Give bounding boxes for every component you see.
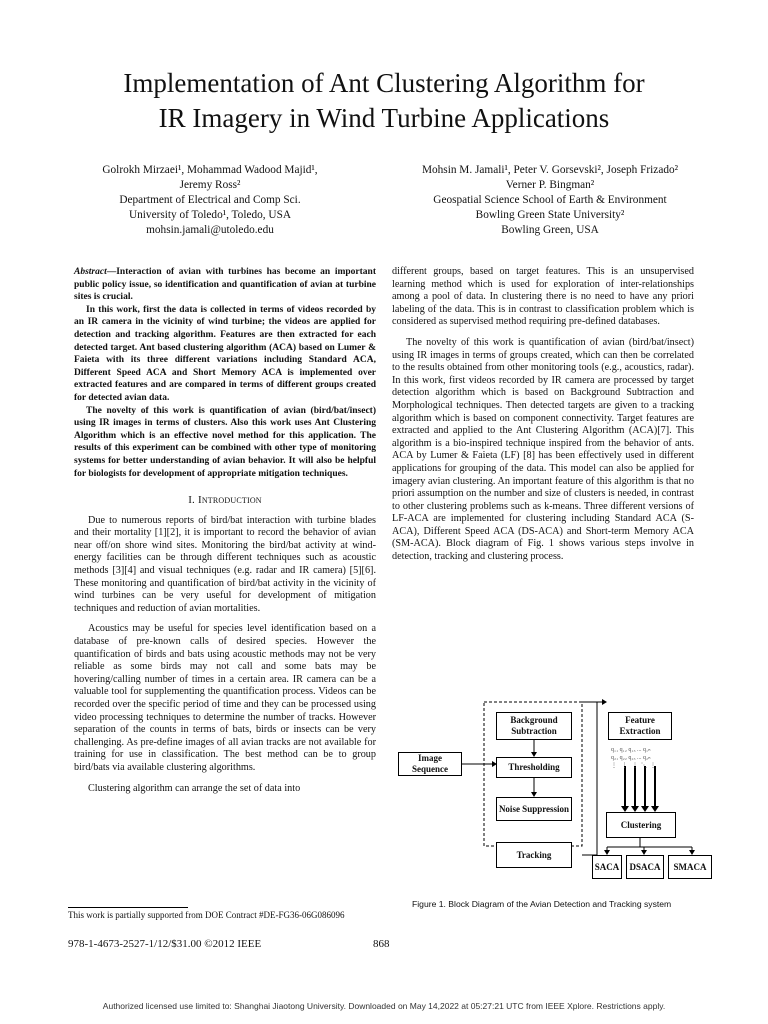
left-column <box>74 266 376 803</box>
abstract-p3: The novelty of this work is quantification of avian (bird/bat/insect) using IR images in terms of clusters. Also this work uses Ant Clustering Algorithm which is an effective novel method for this application. The results of this experiment can be combined with other type of monitoring systems for better understanding of avian behavior. It will also be helpful for biologists for development of appropriate mitigation techniques. <box>74 405 376 479</box>
university-left: University of Toledo¹, Toledo, USA <box>128 209 292 221</box>
department-left: Department of Electrical and Comp Sci. <box>119 194 301 206</box>
email-left: mohsin.jamali@utoledo.edu <box>146 224 274 236</box>
box-smaca: SMACA <box>668 855 712 879</box>
box-clustering: Clustering <box>606 812 676 838</box>
box-image-sequence: Image Sequence <box>398 752 462 776</box>
footnote-divider <box>68 907 188 908</box>
abstract <box>74 266 376 480</box>
author-names-right-2: Verner P. Bingman² <box>505 179 595 191</box>
university-right: Bowling Green State University² <box>475 209 625 221</box>
author-names-left: Golrokh Mirzaei¹, Mohammad Wadood Majid¹, <box>102 164 318 176</box>
author-names-left-2: Jeremy Ross² <box>179 179 241 191</box>
author-names-right: Mohsin M. Jamali¹, Peter V. Gorsevski², Joseph Frizado² <box>421 164 679 176</box>
author-block-left <box>60 163 360 238</box>
paper-title <box>40 66 728 136</box>
box-feature-extraction: Feature Extraction <box>608 712 672 740</box>
title-line-1: Implementation of Ant Clustering Algorithm for <box>123 68 645 98</box>
intro-paragraph-2: Acoustics may be useful for species level identification based on a database of pre-known calls of desired species. However the quantification of birds and bats using acoustic methods may not be very reliable as some birds may not call and some bats may be hovering/calling number of times in a certain area. IR camera can be a valuable tool for supplementing the quantification process. Videos can be recorded over the specific period of time and they can be processed using video processing techniques to determine the number of tracks. However separation of the counts in terms of bats, birds or insects can be very challenging. As pre-define images of all avian tracks are not available for training for use in classification. The best method can be to group bird/bats via available clustering algorithms. <box>74 623 376 773</box>
license-notice: Authorized licensed use limited to: Shanghai Jiaotong University. Downloaded on May 14,2022 at 05:27:21 UTC from IEEE Xplore. Restrictions apply. <box>102 1001 666 1011</box>
abstract-label: Abstract <box>74 267 107 277</box>
section-heading-introduction: I. Introduction <box>188 494 262 507</box>
box-dsaca: DSACA <box>626 855 664 879</box>
location-right: Bowling Green, USA <box>501 224 599 236</box>
right-paragraph-2: The novelty of this work is quantification of avian (bird/bat/insect) using IR images in terms of groups created, which can then be correlated to the results obtained from other monitoring tools (e.g., acoustics, radar). In this work, first videos recorded by IR camera are processed by target detection algorithm which is based on Background Subtraction and Morphological techniques. Then detected targets are given to a tracking algorithm which is based on component connectivity. Target features are extracted and applied to the Ant Clustering Algorithm (ACA)[7]. This algorithm is a bio-inspired technique inspired from the behavior of ants. ACA by Lumer & Faieta (LF) [8] has been effectively used in different applications for grouping of the data. This model can also be applied for imagery avian clustering. An important feature of this algorithm is that no priori assumption on the number and size of clusters is needed, in contrast to other clustering problems such as k-means. Three different versions of LF-ACA are implemented for clustering including Standard ACA (S-ACA), Different Speed ACA (DS-ACA) and Short-term Memory ACA (SM-ACA). Block diagram of Fig. 1 shows various steps involve in detection, tracking and clustering process. <box>392 336 694 563</box>
box-saca: SACA <box>592 855 622 879</box>
funding-footnote: This work is partially supported from DOE Contract #DE-FG36-06G086096 <box>68 910 345 920</box>
isbn-copyright: 978-1-4673-2527-1/12/$31.00 ©2012 IEEE <box>68 938 262 950</box>
department-right: Geospatial Science School of Earth & Environment <box>433 194 667 206</box>
feature-matrix-glyph: q₁₁ q₁₂ q₁₃ ... q₁ₙ q₂₁ q₂₂ q₂₃ ... q₂ₙ ⋮ ⋮ ⋮ ⋱ ⋮ <box>611 747 656 769</box>
right-paragraph-1: different groups, based on target features. This is an unsupervised learning method which is used for exploration of inter-relationships among a pool of data. In clustering there is no need to have any priori labeling of the data. This is in contrast to classification problem which is considered as supervised method requiring pre-defined databases. <box>392 266 694 328</box>
abstract-p1-text: —Interaction of avian with turbines has become an important public policy issue, so identification and quantification of avian at turbine sites is crucial. <box>74 267 376 303</box>
box-thresholding: Thresholding <box>496 757 572 778</box>
block-diagram <box>392 690 722 890</box>
box-noise-suppression: Noise Suppression <box>496 797 572 821</box>
author-block-right <box>390 163 710 238</box>
box-background-subtraction: Background Subtraction <box>496 712 572 740</box>
right-column <box>392 266 694 572</box>
box-tracking: Tracking <box>496 842 572 868</box>
page-number: 868 <box>373 938 390 950</box>
figure-caption: Figure 1. Block Diagram of the Avian Detection and Tracking system <box>412 899 672 909</box>
abstract-p1 <box>74 266 376 304</box>
title-line-2: IR Imagery in Wind Turbine Applications <box>158 103 610 133</box>
abstract-p2: In this work, first the data is collected in terms of videos recorded by an IR camera in the vicinity of wind turbine; the videos are applied for detection and tracking algorithm. Features are then extracted for each detected target. Ant based clustering algorithm (ACA) based on Lumer & Faieta with its three different variations including Standard ACA, Different Speed ACA and Short Memory ACA is implemented over extracted features and are compared in terms of different groups created for detected avian data. <box>74 304 376 403</box>
intro-paragraph-1: Due to numerous reports of bird/bat interaction with turbine blades and their mortality [1][2], it is important to record the behavior of avian near off/on shore wind sites. Monitoring the bird/bat activity at wind-energy facilities can be through different techniques such as acoustic methods [3][4] and visual techniques (e.g. radar and IR camera) [5][6]. These monitoring and quantification of bird/bat activity in the vicinity of wind turbines can be very useful for development of mitigation techniques and reduction of avian mortalities. <box>74 514 376 614</box>
intro-paragraph-3: Clustering algorithm can arrange the set of data into <box>88 782 301 794</box>
